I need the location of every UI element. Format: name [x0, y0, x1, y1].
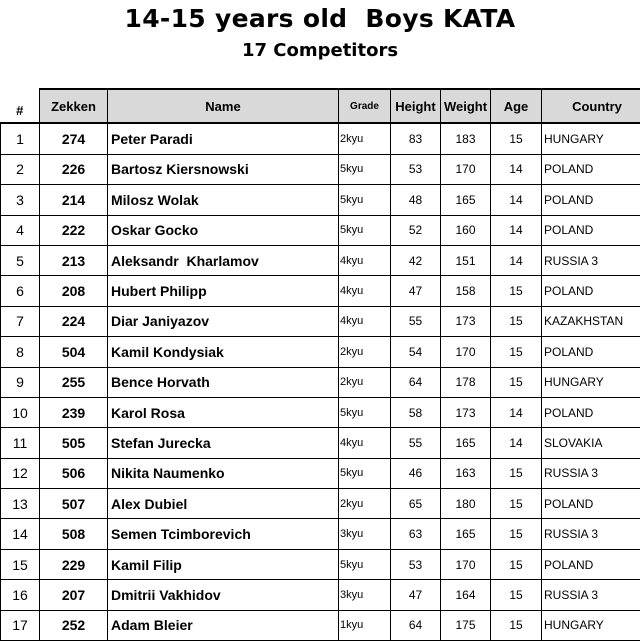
row-number: 9: [1, 367, 40, 397]
height-cell: 48: [391, 185, 441, 215]
country-cell: POLAND: [542, 549, 640, 579]
zekken-cell: 252: [40, 610, 108, 640]
table-row: [1, 245, 640, 275]
height-cell: 55: [391, 306, 441, 336]
header-weight: Weight: [441, 89, 491, 123]
header-country: Country: [542, 89, 640, 123]
row-number: 15: [1, 549, 40, 579]
table-row: [1, 276, 640, 306]
row-number: 2: [1, 154, 40, 184]
table-header-row: [1, 89, 640, 123]
zekken-cell: 255: [40, 367, 108, 397]
age-cell: 15: [491, 123, 542, 154]
height-cell: 42: [391, 245, 441, 275]
table-row: [1, 549, 640, 579]
weight-cell: 165: [441, 428, 491, 458]
header-grade: Grade: [339, 89, 391, 123]
name-cell: Bence Horvath: [108, 367, 339, 397]
table-row: [1, 610, 640, 640]
weight-cell: 178: [441, 367, 491, 397]
country-cell: RUSSIA 3: [542, 519, 640, 549]
grade-cell: 5kyu: [339, 397, 391, 427]
name-cell: Hubert Philipp: [108, 276, 339, 306]
age-cell: 15: [491, 367, 542, 397]
height-cell: 53: [391, 549, 441, 579]
height-cell: 64: [391, 367, 441, 397]
zekken-cell: 506: [40, 458, 108, 488]
row-number: 7: [1, 306, 40, 336]
country-cell: POLAND: [542, 185, 640, 215]
table-row: [1, 367, 640, 397]
name-cell: Oskar Gocko: [108, 215, 339, 245]
height-cell: 52: [391, 215, 441, 245]
table-row: [1, 428, 640, 458]
row-number: 13: [1, 489, 40, 519]
country-cell: POLAND: [542, 276, 640, 306]
zekken-cell: 226: [40, 154, 108, 184]
country-cell: HUNGARY: [542, 123, 640, 154]
country-cell: RUSSIA 3: [542, 580, 640, 610]
table-row: [1, 337, 640, 367]
country-cell: HUNGARY: [542, 610, 640, 640]
age-cell: 15: [491, 458, 542, 488]
zekken-cell: 239: [40, 397, 108, 427]
row-number: 10: [1, 397, 40, 427]
grade-cell: 4kyu: [339, 306, 391, 336]
country-cell: POLAND: [542, 397, 640, 427]
row-number: 8: [1, 337, 40, 367]
height-cell: 53: [391, 154, 441, 184]
grade-cell: 5kyu: [339, 549, 391, 579]
age-cell: 15: [491, 489, 542, 519]
zekken-cell: 224: [40, 306, 108, 336]
page-title: 14-15 years old Boys KATA: [0, 4, 640, 33]
weight-cell: 165: [441, 519, 491, 549]
grade-cell: 3kyu: [339, 580, 391, 610]
competitor-count: 17 Competitors: [0, 40, 640, 61]
height-cell: 55: [391, 428, 441, 458]
table-row: [1, 123, 640, 154]
name-cell: Dmitrii Vakhidov: [108, 580, 339, 610]
grade-cell: 2kyu: [339, 367, 391, 397]
weight-cell: 163: [441, 458, 491, 488]
weight-cell: 151: [441, 245, 491, 275]
grade-cell: 5kyu: [339, 154, 391, 184]
height-cell: 83: [391, 123, 441, 154]
grade-cell: 2kyu: [339, 123, 391, 154]
zekken-cell: 504: [40, 337, 108, 367]
grade-cell: 4kyu: [339, 428, 391, 458]
name-cell: Nikita Naumenko: [108, 458, 339, 488]
row-number: 5: [1, 245, 40, 275]
height-cell: 46: [391, 458, 441, 488]
country-cell: RUSSIA 3: [542, 245, 640, 275]
table-row: [1, 306, 640, 336]
age-cell: 15: [491, 610, 542, 640]
name-cell: Semen Tcimborevich: [108, 519, 339, 549]
country-cell: POLAND: [542, 215, 640, 245]
table-row: [1, 185, 640, 215]
weight-cell: 173: [441, 397, 491, 427]
header-height: Height: [391, 89, 441, 123]
name-cell: Adam Bleier: [108, 610, 339, 640]
age-cell: 15: [491, 549, 542, 579]
country-cell: RUSSIA 3: [542, 458, 640, 488]
row-number: 6: [1, 276, 40, 306]
name-cell: Karol Rosa: [108, 397, 339, 427]
grade-cell: 4kyu: [339, 245, 391, 275]
grade-cell: 1kyu: [339, 610, 391, 640]
grade-cell: 5kyu: [339, 215, 391, 245]
country-cell: POLAND: [542, 154, 640, 184]
country-cell: POLAND: [542, 337, 640, 367]
competitors-table: [0, 88, 640, 641]
name-cell: Kamil Filip: [108, 549, 339, 579]
weight-cell: 158: [441, 276, 491, 306]
country-cell: HUNGARY: [542, 367, 640, 397]
name-cell: Stefan Jurecka: [108, 428, 339, 458]
table-row: [1, 397, 640, 427]
row-number: 11: [1, 428, 40, 458]
zekken-cell: 213: [40, 245, 108, 275]
zekken-cell: 508: [40, 519, 108, 549]
height-cell: 64: [391, 610, 441, 640]
table-row: [1, 458, 640, 488]
height-cell: 47: [391, 276, 441, 306]
name-cell: Alex Dubiel: [108, 489, 339, 519]
zekken-cell: 229: [40, 549, 108, 579]
age-cell: 14: [491, 428, 542, 458]
row-number: 4: [1, 215, 40, 245]
row-number: 14: [1, 519, 40, 549]
header-name: Name: [108, 89, 339, 123]
name-cell: Milosz Wolak: [108, 185, 339, 215]
table-row: [1, 519, 640, 549]
zekken-cell: 505: [40, 428, 108, 458]
zekken-cell: 208: [40, 276, 108, 306]
name-cell: Diar Janiyazov: [108, 306, 339, 336]
age-cell: 14: [491, 154, 542, 184]
grade-cell: 2kyu: [339, 337, 391, 367]
table-row: [1, 154, 640, 184]
country-cell: KAZAKHSTAN: [542, 306, 640, 336]
row-number: 1: [1, 123, 40, 154]
header-age: Age: [491, 89, 542, 123]
age-cell: 15: [491, 580, 542, 610]
header-number: #: [1, 89, 40, 123]
height-cell: 47: [391, 580, 441, 610]
table-row: [1, 489, 640, 519]
weight-cell: 165: [441, 185, 491, 215]
grade-cell: 4kyu: [339, 276, 391, 306]
age-cell: 15: [491, 276, 542, 306]
age-cell: 15: [491, 337, 542, 367]
row-number: 16: [1, 580, 40, 610]
age-cell: 14: [491, 245, 542, 275]
country-cell: POLAND: [542, 489, 640, 519]
grade-cell: 5kyu: [339, 185, 391, 215]
table-row: [1, 580, 640, 610]
zekken-cell: 207: [40, 580, 108, 610]
name-cell: Peter Paradi: [108, 123, 339, 154]
age-cell: 15: [491, 306, 542, 336]
grade-cell: 3kyu: [339, 519, 391, 549]
height-cell: 63: [391, 519, 441, 549]
weight-cell: 170: [441, 337, 491, 367]
country-cell: SLOVAKIA: [542, 428, 640, 458]
weight-cell: 183: [441, 123, 491, 154]
age-cell: 14: [491, 397, 542, 427]
name-cell: Kamil Kondysiak: [108, 337, 339, 367]
grade-cell: 5kyu: [339, 458, 391, 488]
name-cell: Aleksandr Kharlamov: [108, 245, 339, 275]
zekken-cell: 222: [40, 215, 108, 245]
weight-cell: 175: [441, 610, 491, 640]
row-number: 3: [1, 185, 40, 215]
weight-cell: 164: [441, 580, 491, 610]
weight-cell: 180: [441, 489, 491, 519]
header-zekken: Zekken: [40, 89, 108, 123]
grade-cell: 2kyu: [339, 489, 391, 519]
name-cell: Bartosz Kiersnowski: [108, 154, 339, 184]
weight-cell: 173: [441, 306, 491, 336]
age-cell: 14: [491, 215, 542, 245]
row-number: 17: [1, 610, 40, 640]
weight-cell: 170: [441, 154, 491, 184]
height-cell: 54: [391, 337, 441, 367]
row-number: 12: [1, 458, 40, 488]
weight-cell: 170: [441, 549, 491, 579]
zekken-cell: 214: [40, 185, 108, 215]
age-cell: 14: [491, 185, 542, 215]
height-cell: 65: [391, 489, 441, 519]
age-cell: 15: [491, 519, 542, 549]
table-row: [1, 215, 640, 245]
height-cell: 58: [391, 397, 441, 427]
zekken-cell: 507: [40, 489, 108, 519]
weight-cell: 160: [441, 215, 491, 245]
zekken-cell: 274: [40, 123, 108, 154]
